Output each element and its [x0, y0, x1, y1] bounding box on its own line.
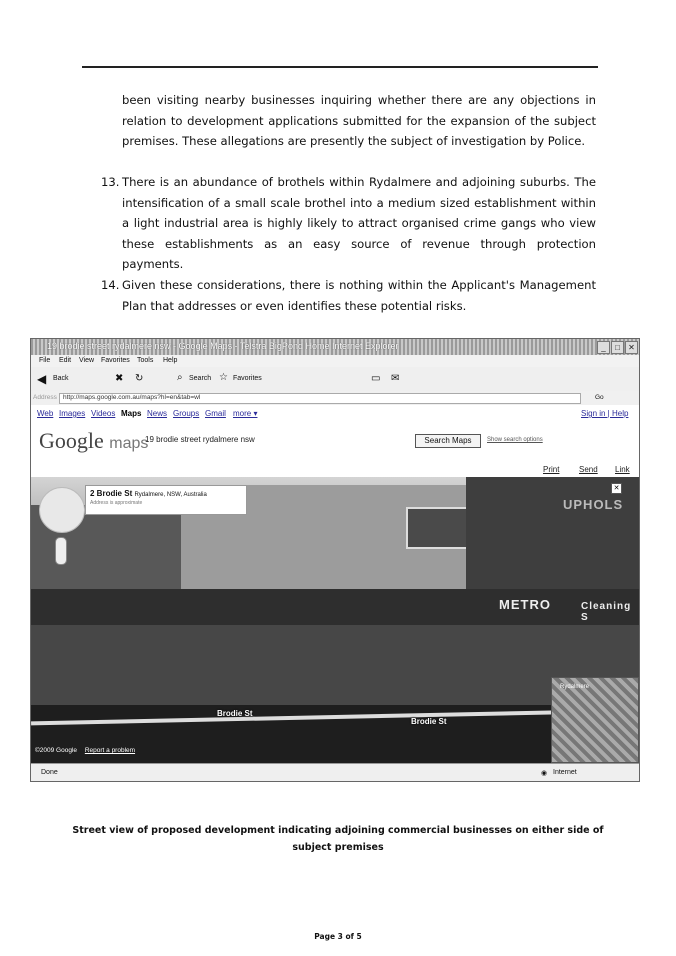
street-label-right[interactable]: Brodie St	[411, 717, 447, 726]
cleaning-sign: Cleaning S	[581, 601, 632, 623]
menu-favorites[interactable]: Favorites	[101, 357, 130, 364]
menu-help[interactable]: Help	[163, 357, 178, 364]
menu-tools[interactable]: Tools	[137, 357, 154, 364]
report-problem-link[interactable]: Report a problem	[84, 747, 136, 754]
link-link[interactable]: Link	[615, 465, 630, 474]
pan-control[interactable]	[39, 487, 85, 533]
close-icon[interactable]: ✕	[611, 483, 622, 494]
favorites-icon[interactable]: ☆	[219, 372, 228, 383]
globe-icon: ◉	[541, 770, 548, 777]
search-input[interactable]: 19 brodie street rydalmere nsw	[145, 435, 255, 444]
metro-sign: METRO	[499, 597, 551, 612]
back-button[interactable]: Back	[53, 375, 69, 382]
signin-link[interactable]: Sign in | Help	[581, 409, 629, 418]
paragraph-13: There is an abundance of brothels within Rydalmere and adjoining suburbs. The intensification of a small scale brothel into a medium sized establishment within a light industrial area is highly likely to attract organised crime gangs who view these establishments as an easy source of revenue through protection payments.	[122, 175, 596, 271]
location-title: 2 Brodie St Rydalmere, NSW, Australia	[90, 489, 207, 498]
mail-icon[interactable]: ✉	[391, 373, 400, 384]
print-icon[interactable]: ▭	[371, 373, 381, 384]
street-view-panel[interactable]	[31, 477, 639, 763]
google-nav-bar	[31, 405, 639, 421]
paragraph-14: Given these considerations, there is nothing within the Applicant's Management Plan that addresses or even identifies these potential risks.	[122, 278, 596, 313]
header-rule	[82, 66, 598, 68]
menu-bar	[31, 355, 639, 367]
refresh-icon[interactable]: ↻	[135, 373, 144, 384]
minimize-button[interactable]: _	[597, 341, 610, 354]
maximize-button[interactable]: □	[611, 341, 624, 354]
search-icon[interactable]: ⌕	[177, 372, 183, 383]
paragraph-intro: been visiting nearby businesses inquiring whether there are any objections in relation to development applications submitted for the expansion of the subject premises. These allegations are presently the subject of investigation by Police.	[122, 93, 596, 148]
menu-file[interactable]: File	[39, 357, 51, 364]
search-options-link[interactable]: Show search options	[487, 437, 543, 443]
mini-map[interactable]	[551, 677, 639, 763]
nav-news[interactable]: News	[147, 409, 168, 418]
close-button[interactable]: ✕	[625, 341, 638, 354]
stop-icon[interactable]: ✖	[115, 373, 124, 384]
address-bar	[31, 391, 639, 405]
back-icon[interactable]: ◀	[37, 372, 47, 386]
logo-text: Google	[39, 428, 104, 453]
search-maps-button[interactable]: Search Maps	[415, 434, 481, 448]
street-label-left[interactable]: Brodie St	[217, 709, 253, 718]
mini-map-label: Rydalmere	[560, 684, 590, 690]
search-button[interactable]: Search	[189, 375, 212, 382]
figure-caption: Street view of proposed development indicating adjoining commercial businesses on either side of subject premises	[72, 825, 604, 853]
upholstery-sign: UPHOLS	[563, 497, 624, 512]
address-note: Address is approximate	[90, 500, 143, 506]
page-number: Page 3 of 5	[314, 932, 362, 941]
nav-maps: Maps	[121, 409, 142, 418]
shopfront	[31, 625, 639, 705]
browser-toolbar	[31, 367, 639, 391]
zoom-control[interactable]	[55, 537, 67, 565]
menu-edit[interactable]: Edit	[59, 357, 72, 364]
print-link[interactable]: Print	[543, 465, 560, 474]
menu-view[interactable]: View	[79, 357, 95, 364]
nav-gmail[interactable]: Gmail	[205, 409, 226, 418]
favorites-button[interactable]: Favorites	[233, 375, 262, 382]
location-info-box	[85, 485, 247, 515]
nav-images[interactable]: Images	[59, 409, 86, 418]
google-maps-header	[31, 421, 639, 477]
paragraph-14-number: 14.	[101, 278, 120, 292]
window-title: 19 brodie street rydalmere nsw - Google Maps - Telstra BigPond Home Internet Explorer	[47, 341, 399, 351]
nav-groups[interactable]: Groups	[173, 409, 200, 418]
logo-sub: maps	[109, 435, 149, 452]
window-titlebar	[31, 339, 639, 355]
nav-videos[interactable]: Videos	[91, 409, 116, 418]
google-maps-logo[interactable]	[39, 428, 148, 454]
address-label: Address	[33, 394, 57, 401]
status-done: Done	[41, 769, 58, 776]
send-link[interactable]: Send	[579, 465, 598, 474]
status-zone: Internet	[553, 769, 577, 776]
address-value: http://maps.google.com.au/maps?hl=en&tab=wl	[63, 394, 201, 401]
go-button[interactable]: Go	[595, 394, 604, 401]
nav-more[interactable]: more ▾	[233, 409, 258, 418]
status-bar	[31, 763, 639, 782]
browser-screenshot	[30, 338, 640, 782]
nav-web[interactable]: Web	[37, 409, 54, 418]
copyright: ©2009 Google Report a problem	[35, 747, 136, 754]
paragraph-13-number: 13.	[101, 175, 120, 189]
